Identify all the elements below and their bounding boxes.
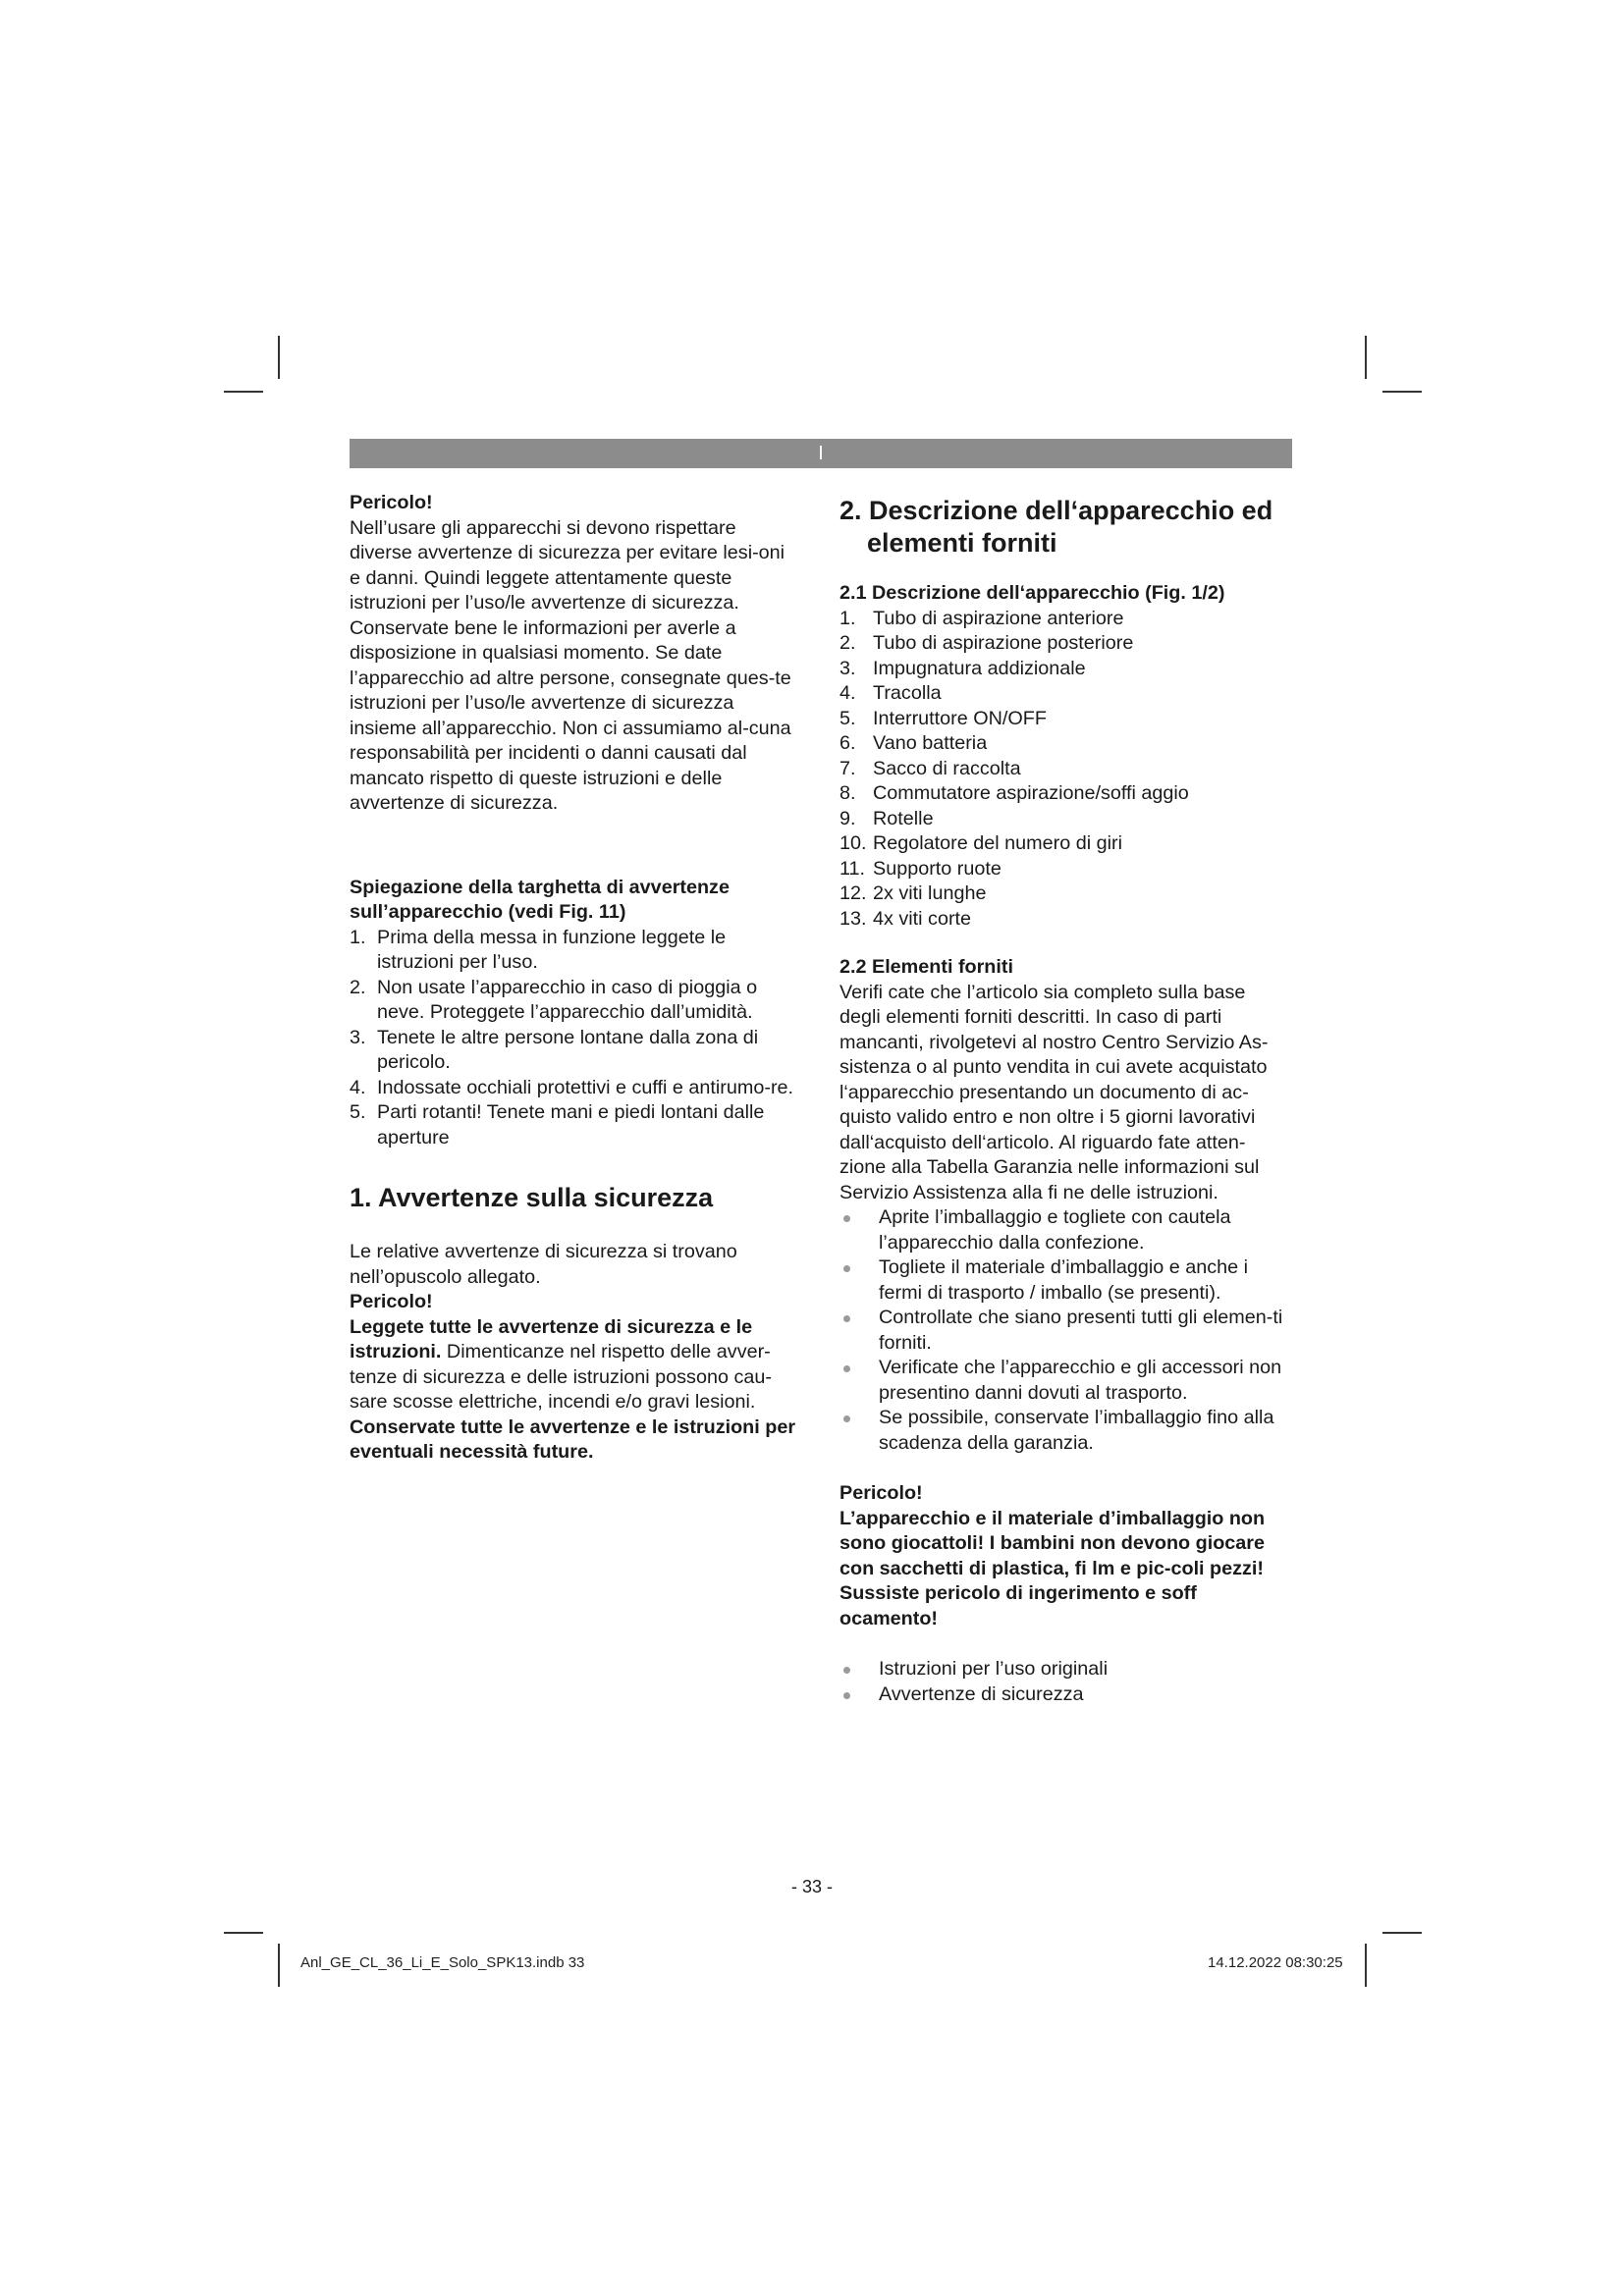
- part-item: [839, 907, 1291, 933]
- item-text: Se possibile, conservate l’imballaggio fino alla scadenza della garanzia.: [879, 1407, 1274, 1454]
- document-item: [839, 1657, 1291, 1682]
- item-number: 8.: [839, 782, 856, 804]
- item-text: Vano batteria: [873, 732, 988, 754]
- item-number: 1.: [350, 926, 366, 948]
- item-text: Rotelle: [873, 807, 934, 829]
- section-2-title: [839, 495, 1291, 560]
- bullet-icon: [843, 1667, 850, 1674]
- crop-mark: [1365, 336, 1367, 379]
- item-number: 5.: [839, 707, 856, 729]
- part-item: [839, 631, 1291, 657]
- item-text: Impugnatura addizionale: [873, 657, 1086, 679]
- bullet-icon: [843, 1692, 850, 1699]
- page-number: - 33 -: [790, 1877, 833, 1896]
- item-number: 11.: [839, 857, 866, 880]
- section-1-danger-heading: Pericolo!: [350, 1291, 433, 1312]
- footer-file-name: Anl_GE_CL_36_Li_E_Solo_SPK13.indb 33: [300, 1954, 585, 1971]
- item-text: Commutatore aspirazione/soffi aggio: [873, 782, 1189, 804]
- item-text: 4x viti corte: [873, 907, 972, 930]
- section-2-title-line2: elementi forniti: [867, 528, 1057, 558]
- bullet-icon: [843, 1365, 850, 1372]
- subsection-2-1-title: 2.1 Descrizione dell‘apparecchio (Fig. 1/2): [839, 582, 1225, 604]
- subsection-2-2-paragraph: Verifi cate che l’articolo sia completo sulla base degli elementi forniti descritti. In caso di parti mancanti, rivolgetevi al nostro Centro Servizio As-sistenza o al punto vendita in cui avete acquistato l‘apparecchio presentando un documento di ac-quisto valido entro e non oltre i 5 giorni lavorativi dall‘acquisto dell‘articolo. Al riguardo fate atten-zione alla Tabella Garanzia nelle informazioni sul Servizio Assistenza alla fi ne delle istruzioni.: [839, 981, 1269, 1203]
- item-text: Sacco di raccolta: [873, 757, 1021, 779]
- right-column: [839, 491, 1291, 1707]
- part-item: [839, 731, 1291, 757]
- part-item: [839, 757, 1291, 782]
- part-item: [839, 681, 1291, 707]
- item-number: 3.: [839, 657, 856, 679]
- crop-mark: [1382, 1932, 1422, 1934]
- crop-mark: [278, 1944, 280, 1987]
- item-text: Verificate che l’apparecchio e gli accessori non presentino danni dovuti al trasporto.: [879, 1357, 1282, 1404]
- section-2-number: 2.: [839, 496, 862, 525]
- item-number: 1.: [839, 607, 856, 629]
- crop-mark: [278, 336, 280, 379]
- checklist-item: [839, 1356, 1291, 1406]
- item-number: 3.: [350, 1026, 366, 1048]
- part-item: [839, 781, 1291, 807]
- part-item: [839, 607, 1291, 632]
- part-item: [839, 831, 1291, 857]
- item-text: Prima della messa in funzione leggete le istruzioni per l’uso.: [377, 926, 727, 973]
- item-number: 6.: [839, 732, 856, 754]
- section-1-paragraph: [350, 1315, 797, 1415]
- section-1-title: 1. Avvertenze sulla sicurezza: [350, 1183, 714, 1212]
- item-text: Togliete il materiale d’imballaggio e anche i fermi di trasporto / imballo (se presenti).: [879, 1256, 1249, 1304]
- part-item: [839, 857, 1291, 882]
- section-1-bold-lead: Leggete tutte le avvertenze di sicurezza e le istruzioni.: [350, 1315, 753, 1362]
- item-number: 13.: [839, 907, 867, 930]
- item-text: Controllate che siano presenti tutti gli elemen-ti forniti.: [879, 1307, 1283, 1354]
- section-1-text: Dimenticanze nel rispetto delle avver-tenze di sicurezza e delle istruzioni possono cau-sare scosse elettriche, incendi e/o gravi lesioni.: [350, 1341, 772, 1413]
- footer-timestamp: 14.12.2022 08:30:25: [1208, 1954, 1343, 1971]
- warning-label-item: [350, 1100, 797, 1150]
- document-item: [839, 1682, 1291, 1708]
- language-tab-bar: I: [350, 439, 1292, 468]
- bullet-icon: [843, 1265, 850, 1272]
- documents-list: [839, 1657, 1291, 1707]
- item-number: 7.: [839, 757, 856, 779]
- left-column: [350, 491, 797, 1466]
- item-text: Avvertenze di sicurezza: [879, 1682, 1084, 1705]
- danger-paragraph: Nell’usare gli apparecchi si devono rispettare diverse avvertenze di sicurezza per evitare lesi-oni e danni. Quindi leggete attentamente queste istruzioni per l’uso/le avvertenze di sicurezza. Conservate bene le informazioni per averle a disposizione in qualsiasi momento. Se date l’apparecchio ad altre persone, consegnate ques-te istruzioni per l’uso/le avvertenze di sicurezza insieme all’apparecchio. Non ci assumiamo al-cuna responsabilità per incidenti o danni causati dal mancato rispetto di queste istruzioni e delle avvertenze di sicurezza.: [350, 516, 791, 814]
- warning-label-item: [350, 976, 797, 1026]
- parts-list: [839, 607, 1291, 933]
- warning-label-item: [350, 1076, 797, 1101]
- bullet-icon: [843, 1315, 850, 1322]
- item-text: Non usate l’apparecchio in caso di pioggia o neve. Proteggete l’apparecchio dall’umidità.: [377, 976, 758, 1023]
- unpacking-checklist: [839, 1205, 1291, 1456]
- item-text: 2x viti lunghe: [873, 882, 987, 904]
- warning-label-heading: Spiegazione della targhetta di avvertenze sull’apparecchio (vedi Fig. 11): [350, 876, 730, 923]
- warning-label-list: [350, 926, 797, 1151]
- part-item: [839, 707, 1291, 732]
- part-item: [839, 881, 1291, 907]
- item-number: 10.: [839, 832, 867, 854]
- warning-label-item: [350, 1026, 797, 1076]
- checklist-item: [839, 1205, 1291, 1255]
- bullet-icon: [843, 1215, 850, 1222]
- item-text: Aprite l’imballaggio e togliete con cautela l’apparecchio dalla confezione.: [879, 1206, 1231, 1254]
- item-text: Interruttore ON/OFF: [873, 707, 1047, 729]
- item-number: 9.: [839, 807, 856, 829]
- crop-mark: [224, 391, 263, 393]
- item-text: Regolatore del numero di giri: [873, 832, 1122, 854]
- section-2-title-line1: Descrizione dell‘apparecchio ed: [869, 496, 1273, 525]
- checklist-item: [839, 1255, 1291, 1306]
- section-1-intro: Le relative avvertenze di sicurezza si trovano nell’opuscolo allegato.: [350, 1241, 737, 1288]
- danger-heading: Pericolo!: [350, 492, 433, 513]
- crop-mark: [224, 1932, 263, 1934]
- item-text: Tubo di aspirazione posteriore: [873, 632, 1134, 654]
- checklist-item: [839, 1306, 1291, 1356]
- warning-label-item: [350, 926, 797, 976]
- item-number: 4.: [839, 682, 856, 704]
- item-text: Tenete le altre persone lontane dalla zona di pericolo.: [377, 1026, 759, 1073]
- item-text: Tubo di aspirazione anteriore: [873, 607, 1124, 629]
- checklist-item: [839, 1406, 1291, 1456]
- crop-mark: [1382, 391, 1422, 393]
- item-number: 5.: [350, 1101, 366, 1123]
- item-number: 12.: [839, 882, 867, 904]
- part-item: [839, 657, 1291, 682]
- part-item: [839, 807, 1291, 832]
- danger-2-heading: Pericolo!: [839, 1482, 923, 1504]
- item-number: 2.: [350, 976, 366, 998]
- item-text: Parti rotanti! Tenete mani e piedi lontani dalle aperture: [377, 1101, 765, 1148]
- item-text: Supporto ruote: [873, 857, 1001, 880]
- bullet-icon: [843, 1415, 850, 1422]
- item-number: 4.: [350, 1076, 366, 1098]
- subsection-2-2-title: 2.2 Elementi forniti: [839, 956, 1013, 978]
- section-1-keep-instructions: Conservate tutte le avvertenze e le istruzioni per eventuali necessità future.: [350, 1415, 796, 1463]
- item-text: Indossate occhiali protettivi e cuffi e antirumo-re.: [377, 1076, 794, 1098]
- item-text: Tracolla: [873, 682, 942, 704]
- item-number: 2.: [839, 632, 856, 654]
- danger-2-paragraph: L’apparecchio e il materiale d’imballaggio non sono giocattoli! I bambini non devono giocare con sacchetti di plastica, fi lm e pic-coli pezzi! Sussiste pericolo di ingerimento e soff ocamento!: [839, 1507, 1266, 1629]
- crop-mark: [1365, 1944, 1367, 1987]
- item-text: Istruzioni per l’uso originali: [879, 1658, 1109, 1680]
